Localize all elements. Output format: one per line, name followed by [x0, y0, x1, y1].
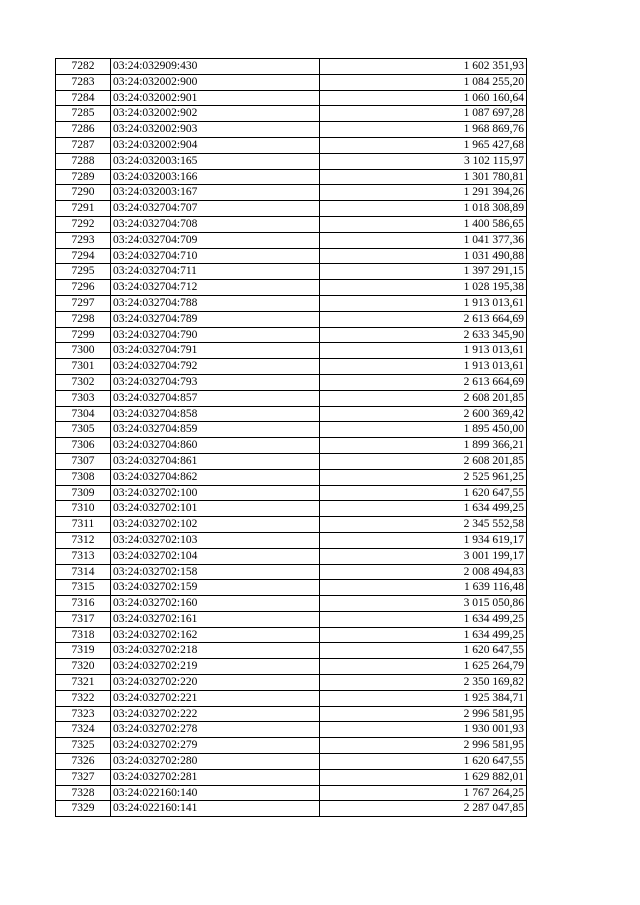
cadastral-value-cell: 1 639 116,48	[320, 580, 527, 596]
cadastral-number-cell: 03:24:032704:789	[111, 311, 320, 327]
cadastral-value-cell: 2 350 169,82	[320, 675, 527, 691]
row-number-cell: 7327	[56, 769, 111, 785]
cadastral-number-cell: 03:24:032702:160	[111, 596, 320, 612]
cadastral-value-cell: 1 925 384,71	[320, 690, 527, 706]
table-row	[56, 627, 527, 643]
cadastral-number-cell: 03:24:032704:711	[111, 264, 320, 280]
table-row	[56, 295, 527, 311]
cadastral-value-cell: 1 041 377,36	[320, 232, 527, 248]
cadastral-value-cell: 1 301 780,81	[320, 169, 527, 185]
table-row	[56, 216, 527, 232]
table-row	[56, 390, 527, 406]
cadastral-number-cell: 03:24:032704:857	[111, 390, 320, 406]
row-number-cell: 7302	[56, 374, 111, 390]
cadastral-number-cell: 03:24:032704:710	[111, 248, 320, 264]
row-number-cell: 7325	[56, 738, 111, 754]
cadastral-value-cell: 1 028 195,38	[320, 280, 527, 296]
cadastral-number-cell: 03:24:032702:100	[111, 485, 320, 501]
cadastral-number-cell: 03:24:032702:161	[111, 611, 320, 627]
cadastral-number-cell: 03:24:032003:166	[111, 169, 320, 185]
row-number-cell: 7328	[56, 785, 111, 801]
table-row	[56, 675, 527, 691]
row-number-cell: 7318	[56, 627, 111, 643]
cadastral-value-cell: 2 613 664,69	[320, 374, 527, 390]
cadastral-value-cell: 1 060 160,64	[320, 90, 527, 106]
cadastral-number-cell: 03:24:032702:220	[111, 675, 320, 691]
cadastral-number-cell: 03:24:032002:900	[111, 74, 320, 90]
cadastral-value-cell: 2 613 664,69	[320, 311, 527, 327]
table-row	[56, 311, 527, 327]
cadastral-number-cell: 03:24:032704:790	[111, 327, 320, 343]
row-number-cell: 7285	[56, 106, 111, 122]
table-row	[56, 153, 527, 169]
row-number-cell: 7289	[56, 169, 111, 185]
cadastral-number-cell: 03:24:032704:793	[111, 374, 320, 390]
cadastral-value-cell: 1 934 619,17	[320, 532, 527, 548]
table-row	[56, 343, 527, 359]
table-row	[56, 438, 527, 454]
row-number-cell: 7315	[56, 580, 111, 596]
table-row	[56, 185, 527, 201]
table-row	[56, 248, 527, 264]
cadastral-value-cell: 1 629 882,01	[320, 769, 527, 785]
row-number-cell: 7295	[56, 264, 111, 280]
cadastral-number-cell: 03:24:032702:158	[111, 564, 320, 580]
row-number-cell: 7319	[56, 643, 111, 659]
row-number-cell: 7298	[56, 311, 111, 327]
cadastral-value-cell: 1 625 264,79	[320, 659, 527, 675]
row-number-cell: 7306	[56, 438, 111, 454]
table-row	[56, 422, 527, 438]
cadastral-value-cell: 1 018 308,89	[320, 201, 527, 217]
cadastral-number-cell: 03:24:032909:430	[111, 59, 320, 75]
row-number-cell: 7304	[56, 406, 111, 422]
cadastral-number-cell: 03:24:032704:788	[111, 295, 320, 311]
cadastral-value-cell: 2 608 201,85	[320, 390, 527, 406]
cadastral-number-cell: 03:24:032702:222	[111, 706, 320, 722]
table-body	[56, 59, 527, 817]
cadastral-value-cell: 1 913 013,61	[320, 359, 527, 375]
table-row	[56, 264, 527, 280]
cadastral-value-cell: 1 899 366,21	[320, 438, 527, 454]
row-number-cell: 7307	[56, 453, 111, 469]
row-number-cell: 7305	[56, 422, 111, 438]
table-row	[56, 122, 527, 138]
cadastral-number-cell: 03:24:032002:902	[111, 106, 320, 122]
cadastral-value-cell: 1 400 586,65	[320, 216, 527, 232]
table-row	[56, 690, 527, 706]
cadastral-number-cell: 03:24:032702:218	[111, 643, 320, 659]
cadastral-value-cell: 2 345 552,58	[320, 517, 527, 533]
table-row	[56, 374, 527, 390]
cadastral-value-cell: 1 913 013,61	[320, 343, 527, 359]
row-number-cell: 7294	[56, 248, 111, 264]
cadastral-number-cell: 03:24:032002:903	[111, 122, 320, 138]
row-number-cell: 7297	[56, 295, 111, 311]
cadastral-number-cell: 03:24:032704:859	[111, 422, 320, 438]
table-row	[56, 201, 527, 217]
cadastral-value-cell: 2 633 345,90	[320, 327, 527, 343]
cadastral-value-cell: 2 008 494,83	[320, 564, 527, 580]
row-number-cell: 7287	[56, 137, 111, 153]
table-row	[56, 59, 527, 75]
table-row	[56, 74, 527, 90]
cadastral-number-cell: 03:24:032702:102	[111, 517, 320, 533]
cadastral-value-cell: 3 001 199,17	[320, 548, 527, 564]
row-number-cell: 7301	[56, 359, 111, 375]
table-row	[56, 453, 527, 469]
table-row	[56, 469, 527, 485]
cadastral-number-cell: 03:24:022160:140	[111, 785, 320, 801]
cadastral-number-cell: 03:24:032702:280	[111, 754, 320, 770]
table-row	[56, 769, 527, 785]
cadastral-value-cell: 3 102 115,97	[320, 153, 527, 169]
cadastral-number-cell: 03:24:032704:712	[111, 280, 320, 296]
table-row	[56, 548, 527, 564]
table-row	[56, 580, 527, 596]
table-row	[56, 359, 527, 375]
row-number-cell: 7283	[56, 74, 111, 90]
row-number-cell: 7314	[56, 564, 111, 580]
cadastral-number-cell: 03:24:032704:858	[111, 406, 320, 422]
cadastral-number-cell: 03:24:032704:860	[111, 438, 320, 454]
cadastral-value-cell: 1 968 869,76	[320, 122, 527, 138]
cadastral-value-cell: 2 996 581,95	[320, 738, 527, 754]
row-number-cell: 7329	[56, 801, 111, 817]
table-row	[56, 785, 527, 801]
cadastral-number-cell: 03:24:022160:141	[111, 801, 320, 817]
table-row	[56, 722, 527, 738]
cadastral-number-cell: 03:24:032702:281	[111, 769, 320, 785]
cadastral-number-cell: 03:24:032704:707	[111, 201, 320, 217]
row-number-cell: 7293	[56, 232, 111, 248]
cadastral-value-cell: 1 620 647,55	[320, 754, 527, 770]
row-number-cell: 7311	[56, 517, 111, 533]
table-row	[56, 611, 527, 627]
cadastral-number-cell: 03:24:032704:791	[111, 343, 320, 359]
table-row	[56, 169, 527, 185]
row-number-cell: 7326	[56, 754, 111, 770]
cadastral-value-cell: 2 996 581,95	[320, 706, 527, 722]
cadastral-number-cell: 03:24:032704:792	[111, 359, 320, 375]
cadastral-number-cell: 03:24:032702:278	[111, 722, 320, 738]
cadastral-value-table	[55, 58, 527, 817]
cadastral-value-cell: 1 291 394,26	[320, 185, 527, 201]
row-number-cell: 7291	[56, 201, 111, 217]
table-row	[56, 90, 527, 106]
cadastral-value-cell: 1 031 490,88	[320, 248, 527, 264]
row-number-cell: 7312	[56, 532, 111, 548]
table-row	[56, 501, 527, 517]
cadastral-number-cell: 03:24:032702:219	[111, 659, 320, 675]
row-number-cell: 7286	[56, 122, 111, 138]
table-row	[56, 106, 527, 122]
table-row	[56, 485, 527, 501]
cadastral-number-cell: 03:24:032702:101	[111, 501, 320, 517]
row-number-cell: 7308	[56, 469, 111, 485]
cadastral-value-cell: 1 084 255,20	[320, 74, 527, 90]
cadastral-number-cell: 03:24:032702:162	[111, 627, 320, 643]
table-row	[56, 754, 527, 770]
row-number-cell: 7300	[56, 343, 111, 359]
cadastral-number-cell: 03:24:032702:104	[111, 548, 320, 564]
row-number-cell: 7282	[56, 59, 111, 75]
cadastral-value-cell: 1 913 013,61	[320, 295, 527, 311]
cadastral-value-cell: 2 608 201,85	[320, 453, 527, 469]
table-row	[56, 659, 527, 675]
row-number-cell: 7310	[56, 501, 111, 517]
cadastral-value-cell: 1 634 499,25	[320, 501, 527, 517]
cadastral-number-cell: 03:24:032003:165	[111, 153, 320, 169]
row-number-cell: 7324	[56, 722, 111, 738]
cadastral-value-cell: 1 895 450,00	[320, 422, 527, 438]
cadastral-number-cell: 03:24:032002:901	[111, 90, 320, 106]
row-number-cell: 7299	[56, 327, 111, 343]
row-number-cell: 7288	[56, 153, 111, 169]
table-row	[56, 532, 527, 548]
table-row	[56, 137, 527, 153]
cadastral-number-cell: 03:24:032702:221	[111, 690, 320, 706]
cadastral-value-cell: 1 930 001,93	[320, 722, 527, 738]
cadastral-value-cell: 1 965 427,68	[320, 137, 527, 153]
row-number-cell: 7317	[56, 611, 111, 627]
cadastral-number-cell: 03:24:032702:159	[111, 580, 320, 596]
cadastral-number-cell: 03:24:032704:709	[111, 232, 320, 248]
row-number-cell: 7321	[56, 675, 111, 691]
cadastral-number-cell: 03:24:032702:103	[111, 532, 320, 548]
cadastral-value-cell: 1 602 351,93	[320, 59, 527, 75]
cadastral-value-cell: 1 397 291,15	[320, 264, 527, 280]
table-row	[56, 564, 527, 580]
table-row	[56, 643, 527, 659]
row-number-cell: 7290	[56, 185, 111, 201]
cadastral-value-cell: 2 600 369,42	[320, 406, 527, 422]
row-number-cell: 7323	[56, 706, 111, 722]
cadastral-value-cell: 2 525 961,25	[320, 469, 527, 485]
table-row	[56, 801, 527, 817]
row-number-cell: 7322	[56, 690, 111, 706]
cadastral-number-cell: 03:24:032002:904	[111, 137, 320, 153]
table-row	[56, 517, 527, 533]
cadastral-value-cell: 1 634 499,25	[320, 611, 527, 627]
row-number-cell: 7303	[56, 390, 111, 406]
cadastral-value-cell: 3 015 050,86	[320, 596, 527, 612]
table-row	[56, 280, 527, 296]
cadastral-value-cell: 1 087 697,28	[320, 106, 527, 122]
cadastral-value-cell: 2 287 047,85	[320, 801, 527, 817]
row-number-cell: 7309	[56, 485, 111, 501]
table-row	[56, 706, 527, 722]
table-row	[56, 596, 527, 612]
cadastral-number-cell: 03:24:032704:862	[111, 469, 320, 485]
cadastral-number-cell: 03:24:032704:861	[111, 453, 320, 469]
table-row	[56, 327, 527, 343]
cadastral-number-cell: 03:24:032702:279	[111, 738, 320, 754]
row-number-cell: 7296	[56, 280, 111, 296]
table-row	[56, 232, 527, 248]
cadastral-value-cell: 1 620 647,55	[320, 643, 527, 659]
row-number-cell: 7313	[56, 548, 111, 564]
table-row	[56, 738, 527, 754]
row-number-cell: 7316	[56, 596, 111, 612]
cadastral-value-cell: 1 634 499,25	[320, 627, 527, 643]
row-number-cell: 7284	[56, 90, 111, 106]
row-number-cell: 7320	[56, 659, 111, 675]
cadastral-number-cell: 03:24:032003:167	[111, 185, 320, 201]
cadastral-value-cell: 1 767 264,25	[320, 785, 527, 801]
table-row	[56, 406, 527, 422]
cadastral-value-cell: 1 620 647,55	[320, 485, 527, 501]
row-number-cell: 7292	[56, 216, 111, 232]
cadastral-number-cell: 03:24:032704:708	[111, 216, 320, 232]
